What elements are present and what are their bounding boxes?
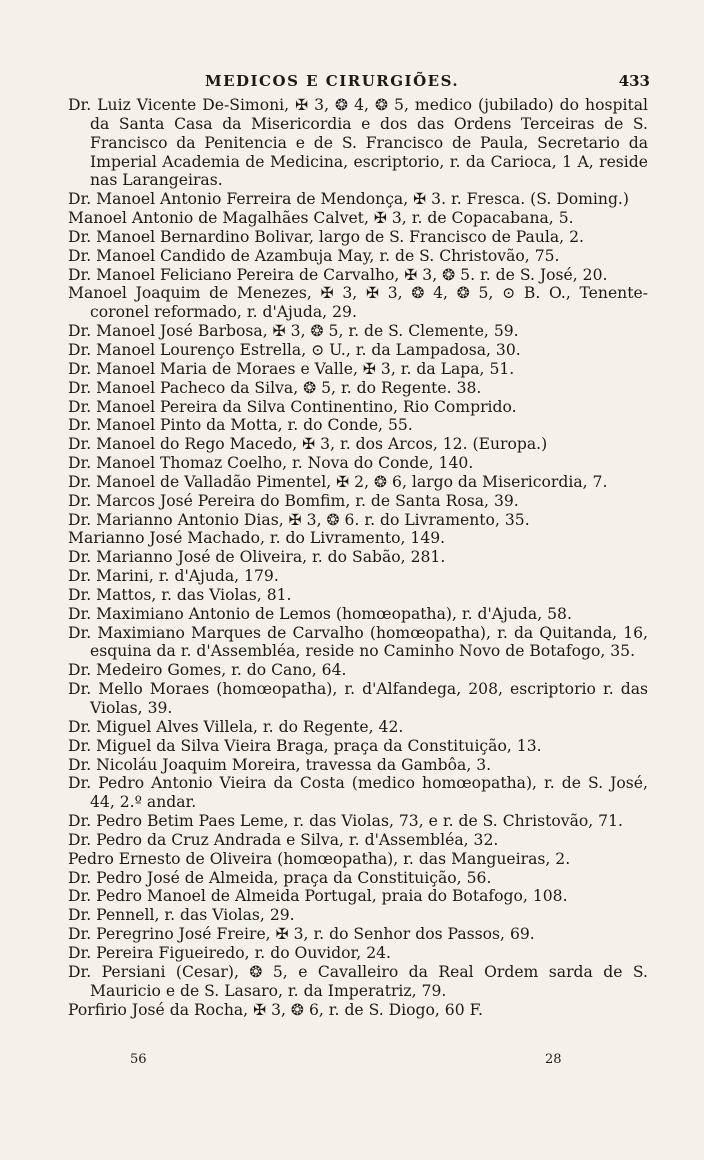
- directory-entry: Dr. Maximiano Marques de Carvalho (homœopatha), r. da Quitanda, 16, esquina da r. d'Assembléa, reside no Caminho Novo de Botafogo, 35.: [68, 623, 648, 661]
- directory-entry: Dr. Peregrino José Freire, ✠ 3, r. do Senhor dos Passos, 69.: [68, 925, 535, 944]
- page-title: MEDICOS E CIRURGIÕES.: [205, 72, 460, 90]
- directory-entry: Dr. Miguel da Silva Vieira Braga, praça da Constituição, 13.: [68, 736, 542, 755]
- directory-entry: Manoel Antonio de Magalhães Calvet, ✠ 3, r. de Copacabana, 5.: [68, 209, 574, 228]
- directory-entry: Marianno José Machado, r. do Livramento, 149.: [68, 529, 446, 548]
- directory-entry: Dr. Manoel Antonio Ferreira de Mendonça, ✠ 3. r. Fresca. (S. Doming.): [68, 190, 629, 209]
- directory-entry: Dr. Pedro José de Almeida, praça da Constituição, 56.: [68, 868, 492, 887]
- directory-entry: Dr. Nicoláu Joaquim Moreira, travessa da Gambôa, 3.: [68, 755, 492, 774]
- footer-signature-right: 28: [545, 1052, 562, 1067]
- directory-entry: Dr. Manoel Pereira da Silva Continentino, Rio Comprido.: [68, 397, 517, 416]
- directory-entry: Dr. Manoel Pinto da Motta, r. do Conde, 55.: [68, 416, 413, 435]
- page-number: 433: [618, 72, 650, 90]
- directory-entry: Dr. Persiani (Cesar), ❂ 5, e Cavalleiro da Real Ordem sarda de S. Mauricio e de S. Lasaro, r. da Imperatriz, 79.: [68, 962, 648, 1000]
- directory-entry: Dr. Mattos, r. das Violas, 81.: [68, 585, 292, 604]
- page-header: [0, 72, 704, 96]
- directory-entry: Dr. Pennell, r. das Violas, 29.: [68, 906, 295, 925]
- directory-entry: Dr. Luiz Vicente De-Simoni, ✠ 3, ❂ 4, ❂ 5, medico (jubilado) do hospital da Santa Casa da Misericordia e dos das Ordens Terceiras de S. Francisco da Penitencia e de S. Francisco de Paula, Secretario da Imperial Academia de Medicina, escriptorio, r. da Carioca, 1 A, reside nas Larangeiras.: [68, 96, 648, 190]
- page-footer: [0, 1052, 704, 1072]
- directory-entry: Dr. Pedro Antonio Vieira da Costa (medico homœopatha), r. de S. José, 44, 2.º andar.: [68, 774, 648, 812]
- directory-entry: Dr. Manoel Lourenço Estrella, ⊙ U., r. da Lampadosa, 30.: [68, 340, 521, 359]
- directory-entry: Dr. Mello Moraes (homœopatha), r. d'Alfandega, 208, escriptorio r. das Violas, 39.: [68, 680, 648, 717]
- directory-entry: Dr. Marcos José Pereira do Bomfim, r. de Santa Rosa, 39.: [68, 491, 519, 510]
- directory-entry: Dr. Manoel Maria de Moraes e Valle, ✠ 3, r. da Lapa, 51.: [68, 359, 515, 378]
- directory-entry: Dr. Pereira Figueiredo, r. do Ouvidor, 24.: [68, 943, 391, 962]
- directory-list: [68, 96, 648, 1019]
- directory-entry: Dr. Pedro Manoel de Almeida Portugal, praia do Botafogo, 108.: [68, 887, 568, 906]
- directory-entry: Dr. Manoel Thomaz Coelho, r. Nova do Conde, 140.: [68, 454, 474, 473]
- directory-entry: Dr. Marini, r. d'Ajuda, 179.: [68, 567, 279, 586]
- directory-entry: Dr. Pedro da Cruz Andrada e Silva, r. d'Assembléa, 32.: [68, 830, 499, 849]
- directory-entry: Dr. Manoel José Barbosa, ✠ 3, ❂ 5, r. de S. Clemente, 59.: [68, 322, 519, 341]
- directory-entry: Dr. Manoel Pacheco da Silva, ❂ 5, r. do Regente. 38.: [68, 378, 482, 397]
- directory-entry: Dr. Miguel Alves Villela, r. do Regente, 42.: [68, 717, 404, 736]
- directory-entry: Dr. Manoel Bernardino Bolivar, largo de S. Francisco de Paula, 2.: [68, 227, 584, 246]
- directory-entry: Dr. Pedro Betim Paes Leme, r. das Violas, 73, e r. de S. Christovão, 71.: [68, 812, 623, 831]
- directory-entry: Dr. Maximiano Antonio de Lemos (homœopatha), r. d'Ajuda, 58.: [68, 604, 572, 623]
- directory-entry: Dr. Marianno Antonio Dias, ✠ 3, ❂ 6. r. do Livramento, 35.: [68, 510, 530, 529]
- directory-entry: Porfirio José da Rocha, ✠ 3, ❂ 6, r. de S. Diogo, 60 F.: [68, 1000, 483, 1019]
- footer-signature-left: 56: [130, 1052, 147, 1067]
- directory-entry: Dr. Manoel do Rego Macedo, ✠ 3, r. dos Arcos, 12. (Europa.): [68, 435, 548, 454]
- directory-entry: Dr. Medeiro Gomes, r. do Cano, 64.: [68, 661, 347, 680]
- directory-entry: Dr. Manoel de Valladão Pimentel, ✠ 2, ❂ 6, largo da Misericordia, 7.: [68, 472, 608, 491]
- directory-entry: Manoel Joaquim de Menezes, ✠ 3, ✠ 3, ❂ 4, ❂ 5, ⊙ B. O., Tenente-coronel reformado, r. d'Ajuda, 29.: [68, 284, 648, 322]
- directory-entry: Dr. Marianno José de Oliveira, r. do Sabão, 281.: [68, 548, 446, 567]
- directory-entry: Dr. Manoel Feliciano Pereira de Carvalho, ✠ 3, ❂ 5. r. de S. José, 20.: [68, 265, 608, 284]
- directory-entry: Dr. Manoel Candido de Azambuja May, r. de S. Christovão, 75.: [68, 246, 560, 265]
- directory-entry: Pedro Ernesto de Oliveira (homœopatha), r. das Mangueiras, 2.: [68, 849, 571, 868]
